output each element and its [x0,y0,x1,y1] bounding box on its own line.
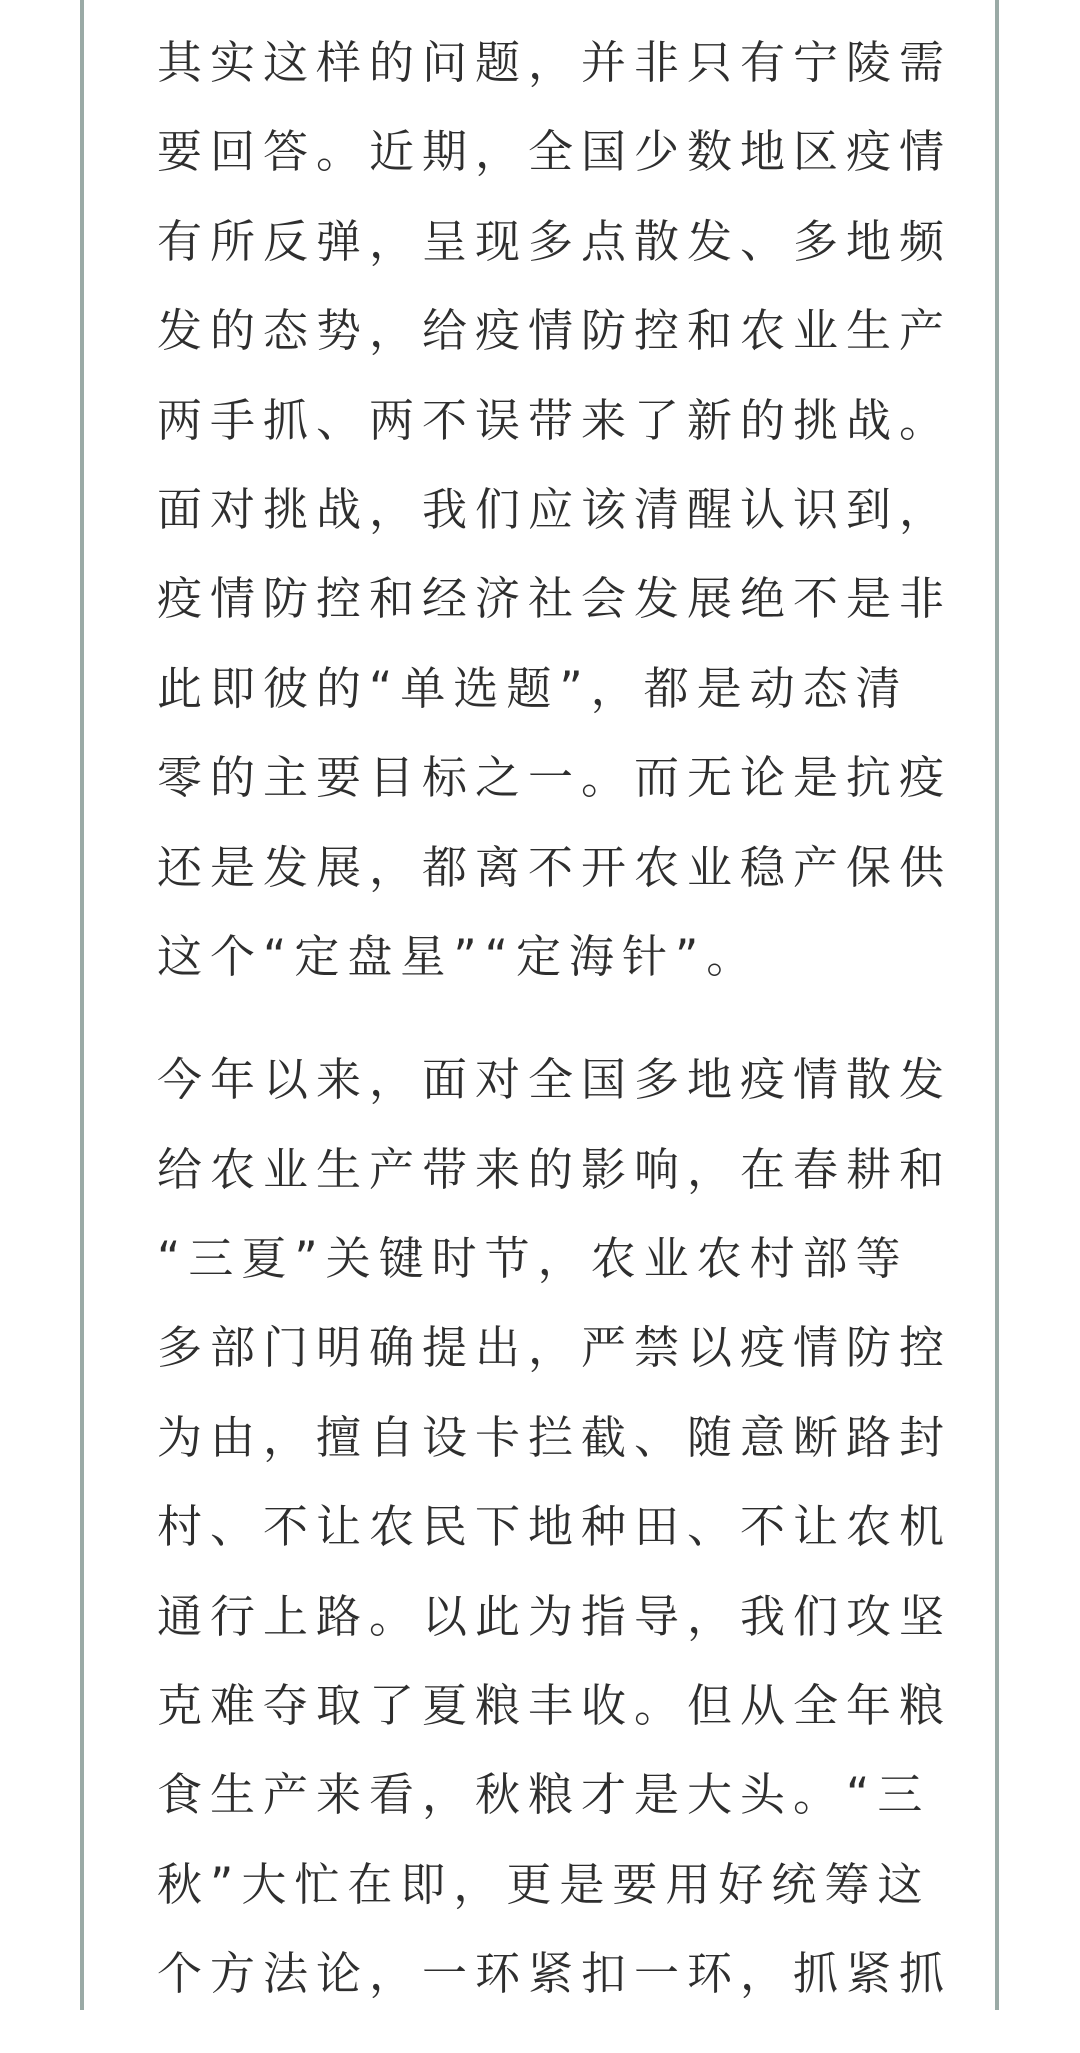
paragraph-2 [157,1035,953,2018]
text-line: 要回答。近期，全国少数地区疫情 [157,125,953,179]
text-line: 食生产来看，秋粮才是大头。“三 [157,1768,931,1822]
text-line: 其实这样的问题，并非只有宁陵需 [157,36,953,89]
text-line: 村、不让农民下地种田、不让农机 [157,1500,953,1554]
text-line: 这个“定盘星”“定海针”。 [157,929,760,983]
text-line: 克难夺取了夏粮丰收。但从全年粮 [157,1679,953,1733]
text-line: 多部门明确提出，严禁以疫情防控 [157,1321,953,1375]
text-line: 还是发展，都离不开农业稳产保供 [157,840,953,894]
text-line: 有所反弹，呈现多点散发、多地频 [157,214,953,268]
text-line: “三夏”关键时节，农业农村部等 [157,1232,909,1286]
text-line: 为由，擅自设卡拦截、随意断路封 [157,1410,953,1464]
text-line: 通行上路。以此为指导，我们攻坚 [157,1589,953,1643]
text-line: 发的态势，给疫情防控和农业生产 [157,304,953,358]
text-line: 秋”大忙在即，更是要用好统筹这 [157,1857,931,1911]
left-border [80,0,84,2010]
paragraph-1 [157,18,953,1001]
right-border [995,0,999,2010]
text-line: 给农业生产带来的影响，在春耕和 [157,1142,953,1196]
text-line: 此即彼的“单选题”，都是动态清 [157,661,909,715]
article-body [157,18,953,2053]
text-line: 面对挑战，我们应该清醒认识到， [157,482,953,536]
text-line: 零的主要目标之一。而无论是抗疫 [157,751,953,805]
text-line: 两手抓、两不误带来了新的挑战。 [157,393,953,447]
text-line: 个方法论，一环紧扣一环，抓紧抓 [157,1947,953,2001]
text-line: 今年以来，面对全国多地疫情散发 [157,1053,953,1107]
text-line: 疫情防控和经济社会发展绝不是非 [157,572,953,626]
